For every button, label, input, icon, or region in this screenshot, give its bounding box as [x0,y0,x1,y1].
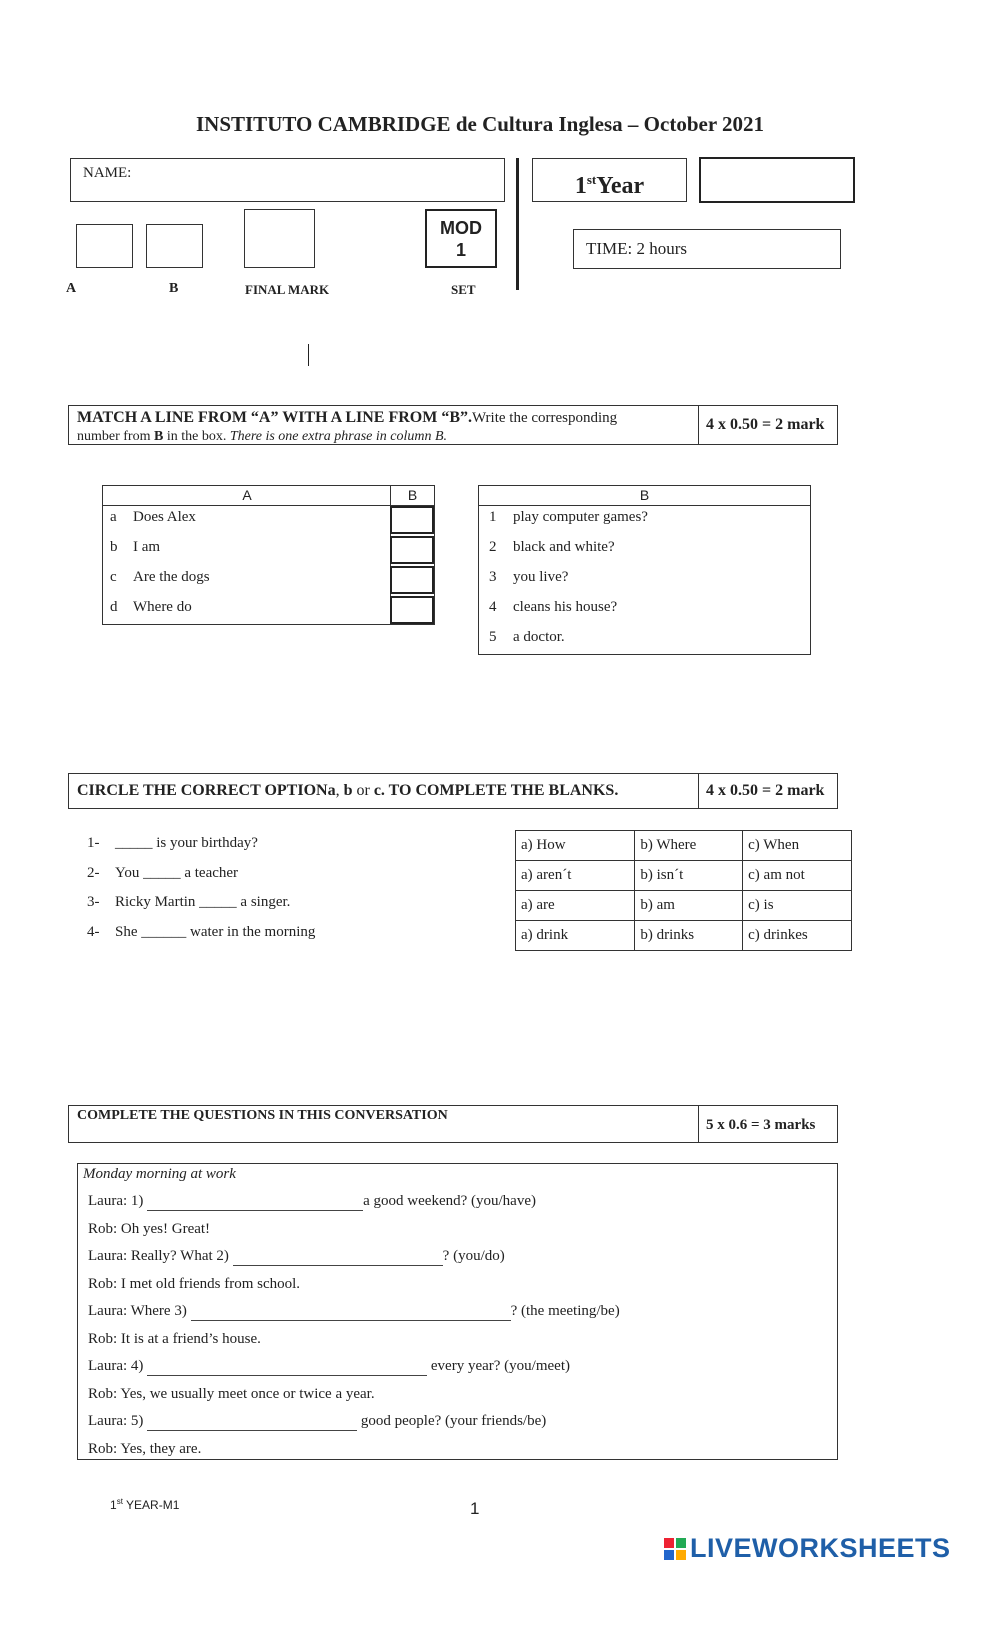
line-rob-3: Rob: It is at a friend’s house. [88,1330,261,1347]
match-row-a [103,596,391,626]
answer-4-input[interactable] [147,1359,427,1376]
option-cell[interactable]: a) drink [516,921,635,951]
laura-4-prefix: Laura: 4) [88,1358,148,1374]
laura-2-suffix: ? (you/do) [442,1248,505,1264]
score-box-b[interactable] [146,224,203,268]
time-label: TIME: 2 hours [586,239,688,258]
document-title: INSTITUTO CAMBRIDGE de Cultura Inglesa – October 2021 [195,112,765,136]
section1-header [68,405,838,445]
option-row [516,831,852,861]
option-row [516,921,852,951]
col-b-header: B [391,486,434,506]
option-cell[interactable]: a) aren´t [516,861,635,891]
option-cell[interactable]: c) is [743,891,852,921]
line-rob-5: Rob: Yes, they are. [88,1440,202,1457]
row-text: you live? [513,569,569,585]
section1-mark-divider [698,406,699,444]
answer-2-input[interactable] [233,1249,443,1266]
mod-set-box [425,209,497,268]
question-item [87,859,407,889]
name-input[interactable] [141,169,491,185]
section1-line2a: number from [77,429,154,444]
line-laura-5 [78,1408,837,1436]
question-text: Ricky Martin _____ a singer. [115,894,291,910]
section1-line2-italic: There is one extra phrase in column B. [229,429,448,444]
laura-5-suffix: good people? (your friends/be) [357,1413,547,1429]
laura-4-suffix: every year? (you/meet) [427,1358,570,1374]
circle-questions [87,829,407,947]
row-number: 1 [489,509,497,525]
section2-heading-part1: CIRCLE THE CORRECT OPTION [77,782,328,799]
row-letter: c [110,569,117,585]
section2-heading-or: or [352,782,374,799]
col-a-header: A [103,486,391,506]
footer-code-rest: YEAR-M1 [122,1498,180,1512]
match-table-a [102,485,435,625]
line-laura-2 [78,1243,837,1271]
line-laura-4 [78,1353,837,1381]
row-letter: a [110,509,117,525]
row-text: cleans his house? [513,599,618,615]
answer-box[interactable] [390,506,434,534]
row-number: 3 [489,569,497,585]
label-a: A [66,281,77,296]
question-number: 2- [87,864,100,881]
label-final-mark: FINAL MARK [245,282,330,297]
match-row-a [103,506,391,536]
question-item [87,888,407,918]
line-laura-3 [78,1298,837,1326]
label-b: B [169,281,179,296]
year-number: 1 [574,173,587,199]
name-box [70,158,505,202]
section3-heading: COMPLETE THE QUESTIONS IN THIS CONVERSATION [77,1108,448,1123]
row-letter: b [110,539,118,555]
brand-logo-icon [664,1538,686,1560]
year-answer-box[interactable] [699,157,855,203]
match-row-a [103,566,391,596]
row-text: Are the dogs [133,569,210,585]
answer-5-input[interactable] [147,1414,357,1431]
text-cursor-mark [308,344,309,366]
section2-heading-c: c [373,782,381,799]
section1-line2c: in the box. [163,429,230,444]
section2-mark-divider [698,774,699,808]
line-rob-1: Rob: Oh yes! Great! [88,1220,211,1237]
answer-3-input[interactable] [191,1304,511,1321]
match-row-a [103,536,391,566]
section2-heading-comma: , [335,782,344,799]
laura-1-prefix: Laura: 1) [88,1193,148,1209]
laura-3-prefix: Laura: Where 3) [88,1303,191,1319]
section2-mark: 4 x 0.50 = 2 mark [706,782,825,799]
name-label: NAME: [83,165,132,181]
match-table-b [478,485,811,655]
laura-3-suffix: ? (the meeting/be) [510,1303,620,1319]
section2-instructions [77,782,618,800]
year-superscript: st [586,172,597,187]
brand-logo [664,1533,951,1564]
match-row-b [479,506,810,536]
question-number: 1- [87,835,100,851]
option-cell[interactable]: a) How [516,831,635,861]
section2-header [68,773,838,809]
page-number: 1 [470,1499,480,1518]
options-table [515,830,852,951]
section1-heading-bold: MATCH A LINE FROM “A” WITH A LINE FROM “B”. [77,409,472,426]
year-box [532,158,687,202]
option-cell[interactable]: b) isn´t [635,861,743,891]
question-number: 3- [87,894,100,910]
match-row-b [479,626,810,656]
brand-text: LIVEWORKSHEETS [690,1533,951,1563]
section2-heading-b: b [343,782,353,799]
option-cell[interactable]: b) am [635,891,743,921]
option-cell[interactable]: c) When [743,831,852,861]
option-row [516,861,852,891]
footer-code [110,1497,179,1512]
option-cell[interactable]: b) Where [635,831,743,861]
laura-1-suffix: a good weekend? (you/have) [363,1193,536,1209]
row-text: Does Alex [133,509,196,525]
option-cell[interactable]: c) am not [743,861,852,891]
row-number: 2 [489,539,497,555]
row-letter: d [110,599,118,615]
section3-header [68,1105,838,1143]
mod-number: 1 [455,240,466,260]
match-row-b [479,566,810,596]
section2-heading-a: a [327,782,336,799]
option-cell[interactable]: a) are [516,891,635,921]
line-rob-2: Rob: I met old friends from school. [88,1275,301,1292]
row-number: 5 [489,629,497,645]
match-row-b [479,536,810,566]
option-cell[interactable]: b) drinks [635,921,743,951]
final-mark-box[interactable] [244,209,315,268]
footer-code-number: 1 [110,1498,117,1512]
time-box [573,229,841,269]
laura-2-prefix: Laura: Really? What 2) [88,1248,233,1264]
row-text: a doctor. [513,629,565,645]
question-item [87,918,407,948]
answer-box[interactable] [390,536,434,564]
answer-1-input[interactable] [147,1194,363,1211]
section1-heading-rest: Write the corresponding [472,410,618,426]
mod-label: MOD [440,218,482,238]
match-row-b [479,596,810,626]
line-rob-4: Rob: Yes, we usually meet once or twice a year. [88,1385,375,1402]
row-text: Where do [133,599,192,615]
list-b-header: B [479,486,810,506]
option-cell[interactable]: c) drinkes [743,921,852,951]
conversation-subtitle: Monday morning at work [83,1166,236,1182]
question-text: You _____ a teacher [115,864,239,881]
answer-box[interactable] [390,566,434,594]
question-number: 4- [87,923,100,940]
question-text: She ______ water in the morning [115,923,316,940]
footer-code-sup: st [116,1497,123,1506]
section2-heading-part2: . TO COMPLETE THE BLANKS. [380,782,619,799]
section1-mark: 4 x 0.50 = 2 mark [706,416,825,433]
line-laura-1 [78,1188,837,1216]
row-text: I am [133,539,161,555]
section1-line2b: B [153,429,164,444]
laura-5-prefix: Laura: 5) [88,1413,148,1429]
section1-instructions [69,407,705,448]
row-text: play computer games? [513,509,648,525]
header-divider [516,158,519,290]
option-row [516,891,852,921]
year-word: Year [596,173,645,199]
section3-mark-divider [698,1106,699,1142]
question-item [87,829,407,859]
question-text: _____ is your birthday? [115,835,258,851]
answer-box[interactable] [390,596,434,624]
row-text: black and white? [513,539,615,555]
conversation-box [77,1163,838,1460]
section3-mark: 5 x 0.6 = 3 marks [706,1117,816,1133]
row-number: 4 [489,599,497,615]
score-box-a[interactable] [76,224,133,268]
label-set: SET [451,282,476,297]
